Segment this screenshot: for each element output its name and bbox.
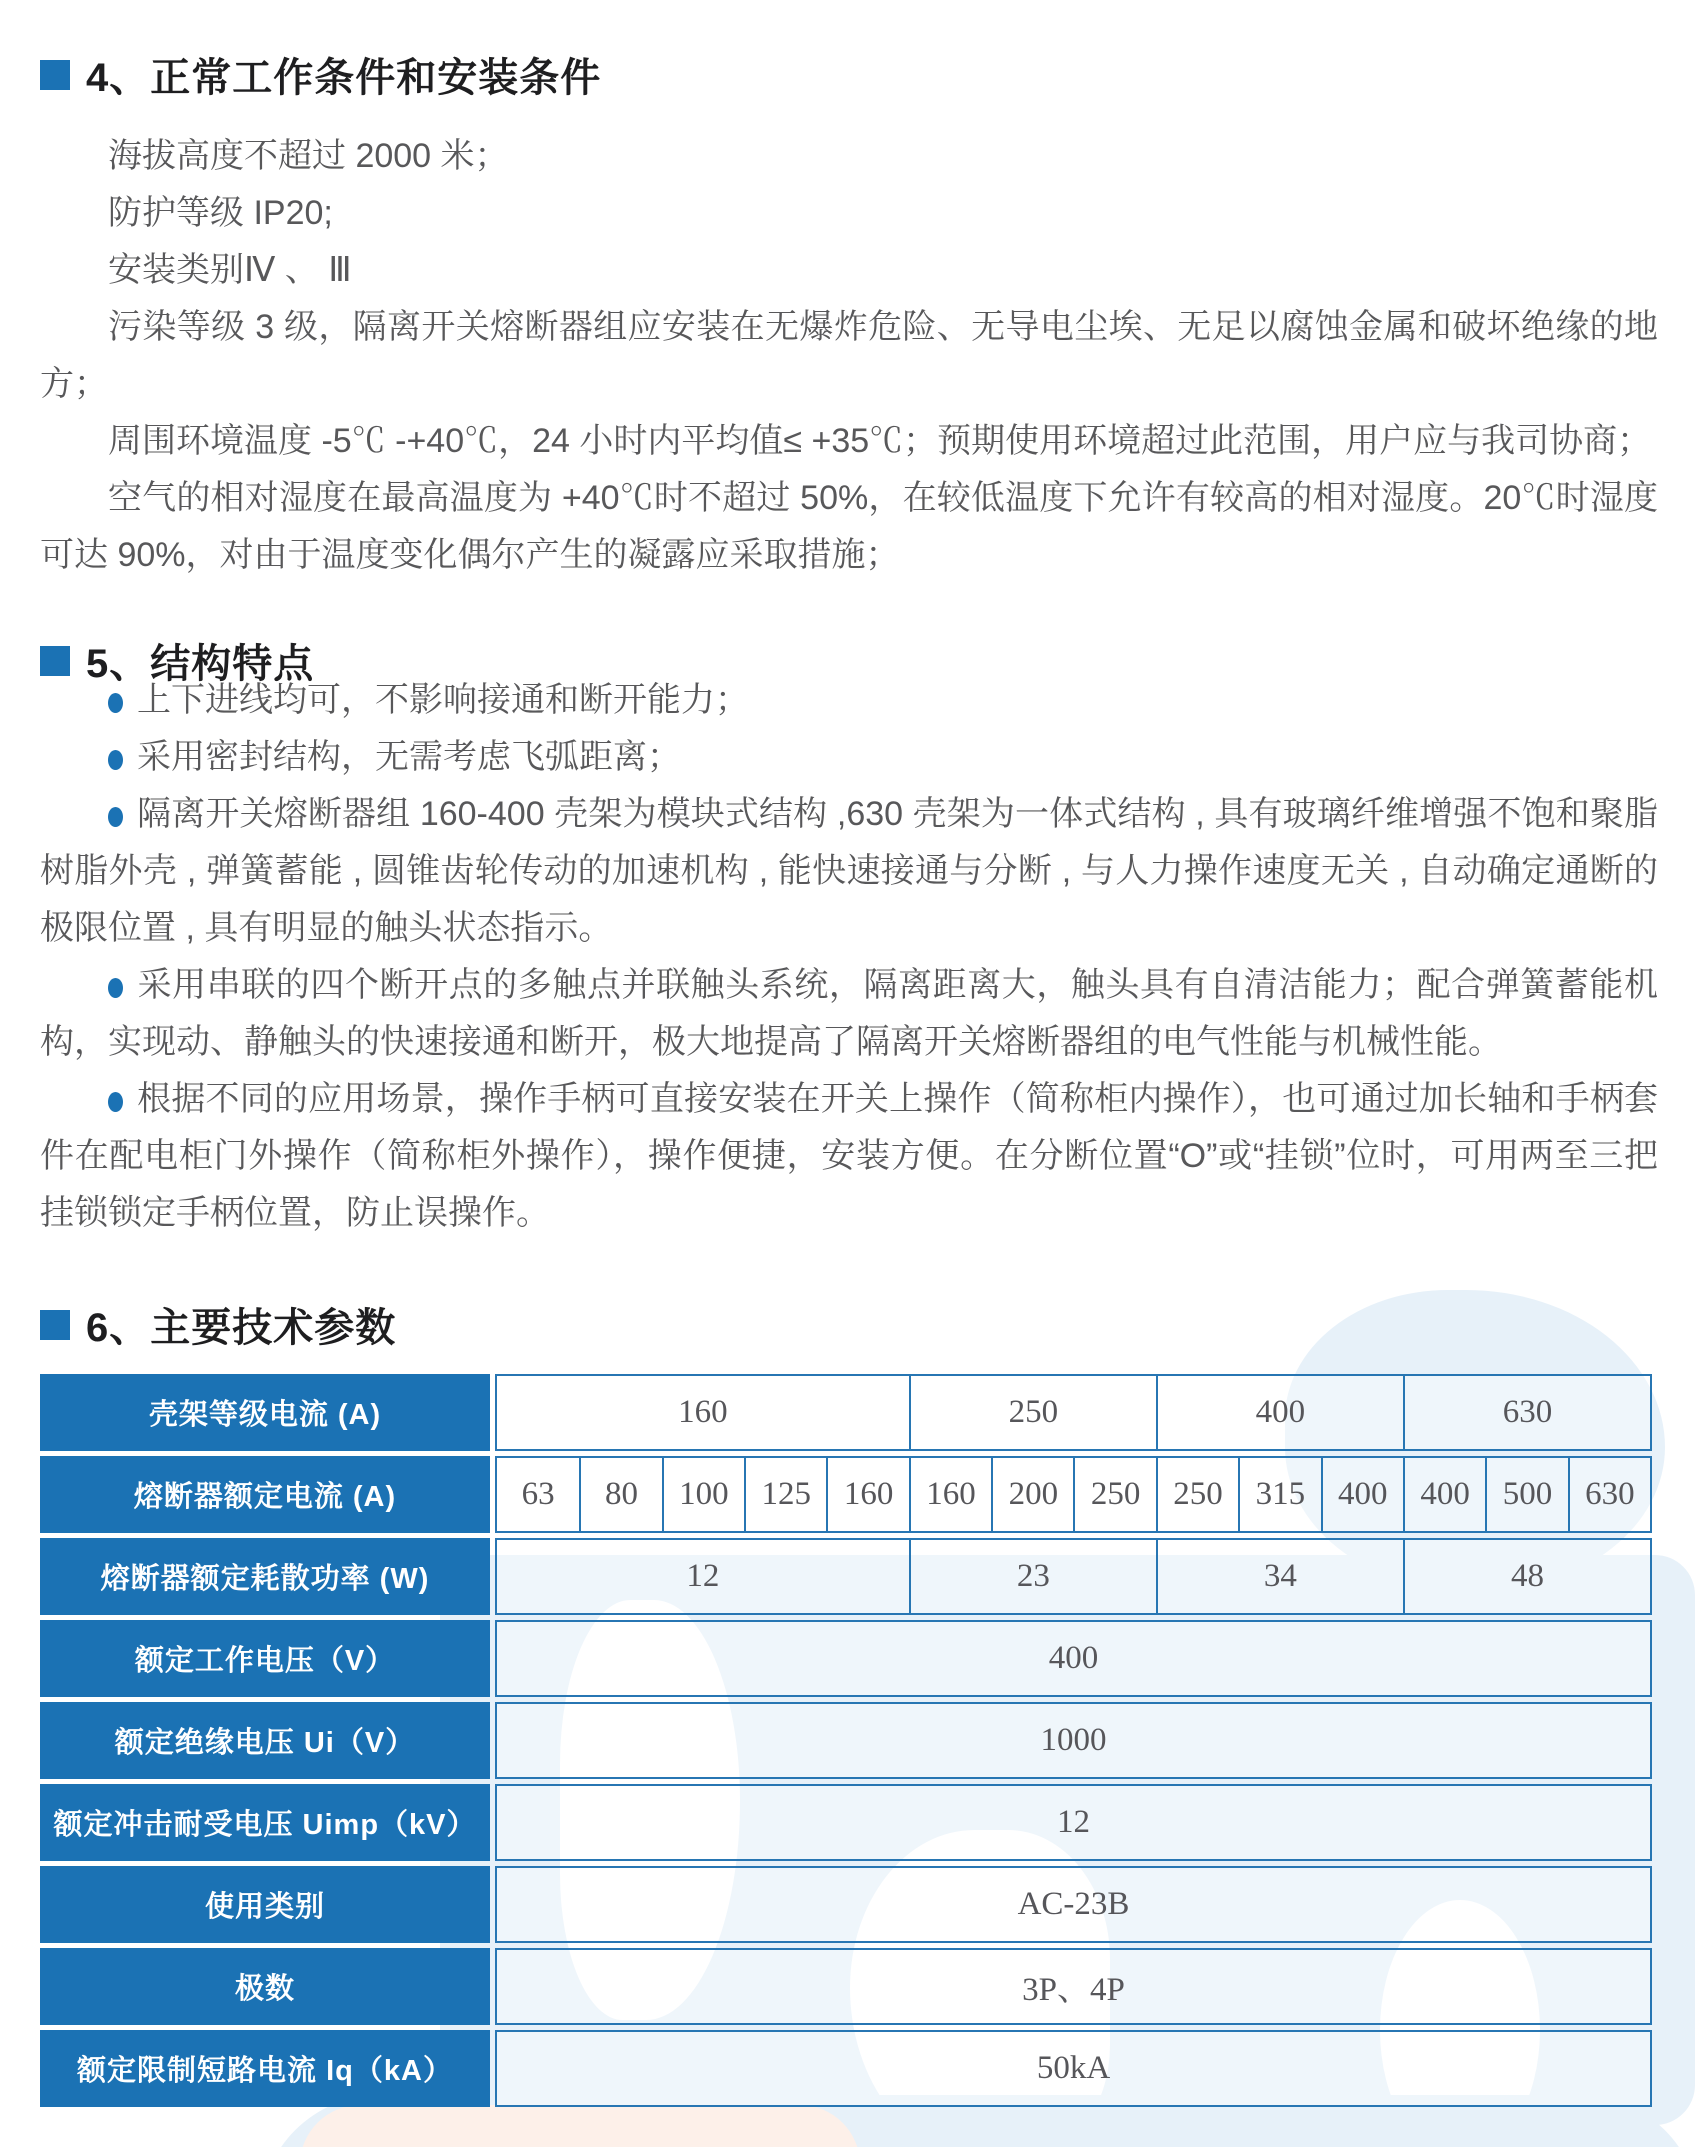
table-cell: 34	[1156, 1540, 1403, 1613]
table-cell: 630	[1403, 1376, 1650, 1449]
table-cell: 1000	[1040, 1722, 1107, 1758]
section-marker-icon	[40, 1310, 70, 1340]
table-row	[40, 1866, 1652, 1943]
table-cell: 400	[1048, 1640, 1099, 1676]
table-row-label: 额定工作电压（V）	[40, 1620, 490, 1697]
bullet-icon	[108, 807, 123, 827]
section-marker-icon	[40, 60, 70, 90]
table-cell: 200	[991, 1458, 1073, 1531]
table-cell: 50kA	[1036, 2050, 1111, 2086]
section-4-title: 4、正常工作条件和安装条件	[86, 56, 602, 100]
table-cell: 400	[1156, 1376, 1403, 1449]
bullet-item	[40, 672, 1658, 729]
bullet-icon	[108, 978, 123, 998]
table-row-label: 熔断器额定电流 (A)	[40, 1456, 490, 1533]
table-row-label: 额定绝缘电压 Ui（V）	[40, 1702, 490, 1779]
bullet-item	[40, 729, 1658, 786]
table-cell: 12	[1057, 1804, 1090, 1840]
table-row-label: 极数	[40, 1948, 490, 2025]
table-row	[40, 1948, 1652, 2025]
paragraph: 污染等级 3 级，隔离开关熔断器组应安装在无爆炸危险、无导电尘埃、无足以腐蚀金属和破坏绝缘的地方；	[40, 308, 1658, 403]
bullet-icon	[108, 1092, 123, 1112]
table-cell: 315	[1238, 1458, 1320, 1531]
bullet-text: 隔离开关熔断器组 160-400 壳架为模块式结构 ,630 壳架为一体式结构 , 具有玻璃纤维增强不饱和聚脂树脂外壳 , 弹簧蓄能 , 圆锥齿轮传动的加速机构 , 能快速接通与分断 , 与人力操作速度无关 , 自动确定通断的极限位置 , 具有明显的触头状态指示。	[40, 795, 1658, 947]
table-row-label: 熔断器额定耗散功率 (W)	[40, 1538, 490, 1615]
bullet-icon	[108, 693, 123, 713]
paragraph: 空气的相对湿度在最高温度为 +40℃时不超过 50%，在较低温度下允许有较高的相对湿度。20℃时湿度可达 90%，对由于温度变化偶尔产生的凝露应采取措施；	[40, 479, 1658, 574]
section-6-heading	[40, 1296, 396, 1353]
tech-params-table	[40, 1374, 1652, 2107]
section-4-body	[40, 128, 1658, 584]
section-marker-icon	[40, 646, 70, 676]
bullet-text: 根据不同的应用场景，操作手柄可直接安装在开关上操作（简称柜内操作），也可通过加长轴和手柄套件在配电柜门外操作（简称柜外操作），操作便捷，安装方便。在分断位置“O”或“挂锁”位时，可用两至三把挂锁锁定手柄位置，防止误操作。	[40, 1080, 1658, 1232]
table-row	[40, 1620, 1652, 1697]
table-cell: 630	[1568, 1458, 1650, 1531]
table-cell: 3P、4P	[1022, 1972, 1125, 2008]
bullet-item	[40, 957, 1658, 1071]
table-cell: 400	[1321, 1458, 1403, 1531]
section-4-heading	[40, 46, 601, 103]
paragraph: 安装类别Ⅳ 、 Ⅲ	[108, 251, 352, 289]
table-row	[40, 1456, 1652, 1533]
table-row-label: 额定限制短路电流 Iq（kA）	[40, 2030, 490, 2107]
table-cell: 100	[662, 1458, 744, 1531]
table-cell: 125	[744, 1458, 826, 1531]
bullet-text: 采用串联的四个断开点的多触点并联触头系统，隔离距离大，触头具有自清洁能力；配合弹簧蓄能机构，实现动、静触头的快速接通和断开，极大地提高了隔离开关熔断器组的电气性能与机械性能。	[40, 966, 1658, 1061]
table-cell: 160	[909, 1458, 991, 1531]
table-row	[40, 2030, 1652, 2107]
bullet-text: 采用密封结构，无需考虑飞弧距离；	[137, 738, 681, 776]
table-cell: 500	[1485, 1458, 1567, 1531]
table-row-label: 使用类别	[40, 1866, 490, 1943]
table-cell: 80	[579, 1458, 661, 1531]
table-cell: 12	[686, 1558, 720, 1594]
table-cell: 23	[909, 1540, 1156, 1613]
bullet-text: 上下进线均可，不影响接通和断开能力；	[137, 681, 749, 719]
table-row-label: 壳架等级电流 (A)	[40, 1374, 490, 1451]
table-cell: AC-23B	[1017, 1886, 1130, 1922]
table-row	[40, 1374, 1652, 1451]
section-5-title: 5、结构特点	[86, 642, 315, 686]
table-cell: 250	[909, 1376, 1156, 1449]
table-row	[40, 1702, 1652, 1779]
paragraph: 海拔高度不超过 2000 米；	[108, 137, 509, 175]
table-cell: 48	[1403, 1540, 1650, 1613]
watermark-map-shape	[300, 2105, 860, 2147]
table-cell: 160	[678, 1394, 728, 1430]
table-row	[40, 1784, 1652, 1861]
table-cell: 63	[521, 1476, 555, 1512]
section-5-body	[40, 672, 1658, 1242]
bullet-icon	[108, 750, 123, 770]
table-row-label: 额定冲击耐受电压 Uimp（kV）	[40, 1784, 490, 1861]
table-cell: 400	[1403, 1458, 1485, 1531]
paragraph: 防护等级 IP20;	[108, 194, 333, 232]
paragraph: 周围环境温度 -5℃ -+40℃，24 小时内平均值≤ +35℃；预期使用环境超过此范围，用户应与我司协商；	[108, 422, 1652, 460]
bullet-item	[40, 786, 1658, 957]
table-cell: 250	[1156, 1458, 1238, 1531]
table-cell: 250	[1073, 1458, 1155, 1531]
bullet-item	[40, 1071, 1658, 1242]
section-6-title: 6、主要技术参数	[86, 1306, 397, 1350]
table-row	[40, 1538, 1652, 1615]
table-cell: 160	[826, 1458, 908, 1531]
